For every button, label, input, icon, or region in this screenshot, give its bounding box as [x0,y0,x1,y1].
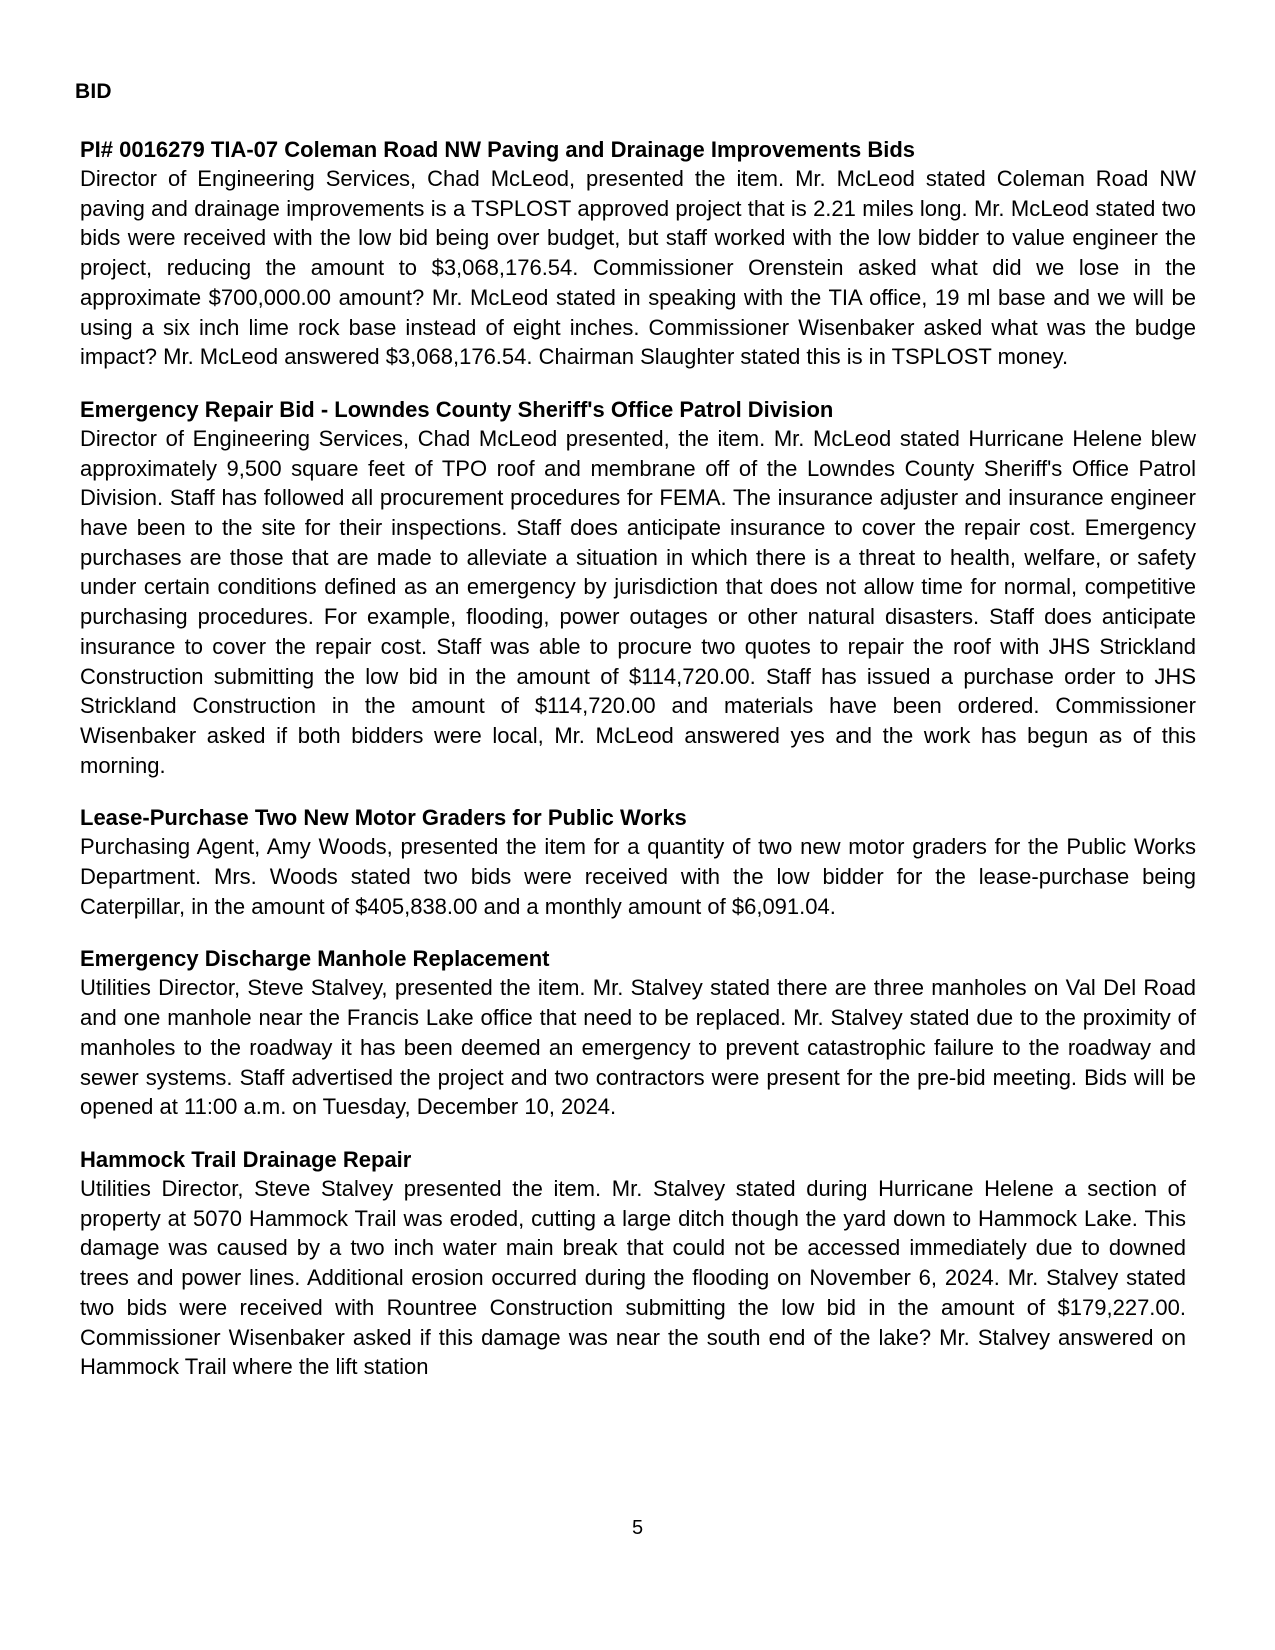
section-body: Director of Engineering Services, Chad McLeod presented, the item. Mr. McLeod stated Hurricane Helene blew approximately 9,500 square feet of TPO roof and membrane off of the Lowndes County Sheriff's Office Patrol Division. Staff has followed all procurement procedures for FEMA. The insurance adjuster and insurance engineer have been to the site for their inspections. Staff does anticipate insurance to cover the repair cost. Emergency purchases are those that are made to alleviate a situation in which there is a threat to health, welfare, or safety under certain conditions defined as an emergency by jurisdiction that does not allow time for normal, competitive purchasing procedures. For example, flooding, power outages or other natural disasters. Staff does anticipate insurance to cover the repair cost. Staff was able to procure two quotes to repair the roof with JHS Strickland Construction submitting the low bid in the amount of $114,720.00. Staff has issued a purchase order to JHS Strickland Construction in the amount of $114,720.00 and materials have been ordered. Commissioner Wisenbaker asked if both bidders were local, Mr. McLeod answered yes and the work has begun as of this morning. [80,425,1196,778]
section-title: Emergency Discharge Manhole Replacement [80,946,550,972]
section-title: Hammock Trail Drainage Repair [80,1146,412,1172]
section-title: PI# 0016279 TIA-07 Coleman Road NW Paving and Drainage Improvements Bids [80,137,916,162]
section-body: Director of Engineering Services, Chad McLeod, presented the item. Mr. McLeod stated Coleman Road NW paving and drainage improvements is a TSPLOST approved project that is 2.21 miles long. Mr. McLeod stated two bids were received with the low bid being over budget, but staff worked with the low bidder to value engineer the project, reducing the amount to $3,068,176.54. Commissioner Orenstein asked what did we lose in the approximate $700,000.00 amount? Mr. McLeod stated in speaking with the TIA office, 19 ml base and we will be using a six inch lime rock base instead of eight inches. Commissioner Wisenbaker asked what was the budge impact? Mr. McLeod answered $3,068,176.54. Chairman Slaughter stated this is in TSPLOST money. [80,166,1196,370]
section-title: Lease-Purchase Two New Motor Graders for Public Works [80,805,687,831]
page-number: 5 [631,1517,644,1539]
section-title: Emergency Repair Bid - Lowndes County Sheriff's Office Patrol Division [80,396,834,422]
section-manhole-replacement [80,944,1196,1122]
minutes-content [80,135,1196,1405]
section-body: Utilities Director, Steve Stalvey, presented the item. Mr. Stalvey stated there are three manholes on Val Del Road and one manhole near the Francis Lake office that need to be replaced. Mr. Stalvey stated due to the proximity of manholes to the roadway it has been deemed an emergency to prevent catastrophic failure to the roadway and sewer systems. Staff advertised the project and two contractors were present for the pre-bid meeting. Bids will be opened at 11:00 a.m. on Tuesday, December 10, 2024. [80,975,1196,1120]
section-hammock-trail [80,1145,1196,1382]
page-heading: BID [75,80,112,103]
section-body: Utilities Director, Steve Stalvey presented the item. Mr. Stalvey stated during Hurricane Helene a section of property at 5070 Hammock Trail was eroded, cutting a large ditch though the yard down to Hammock Lake. This damage was caused by a two inch water main break that could not be accessed immediately due to downed trees and power lines. Additional erosion occurred during the flooding on November 6, 2024. Mr. Stalvey stated two bids were received with Rountree Construction submitting the low bid in the amount of $179,227.00. Commissioner Wisenbaker asked if this damage was near the south end of the lake? Mr. Stalvey answered on Hammock Trail where the lift station [80,1175,1186,1380]
section-motor-graders [80,803,1196,921]
section-coleman-road [80,135,1196,372]
section-sheriff-office-repair [80,395,1196,780]
section-body: Purchasing Agent, Amy Woods, presented the item for a quantity of two new motor graders for the Public Works Department. Mrs. Woods stated two bids were received with the low bidder for the lease-purchase being Caterpillar, in the amount of $405,838.00 and a monthly amount of $6,091.04. [80,834,1196,919]
